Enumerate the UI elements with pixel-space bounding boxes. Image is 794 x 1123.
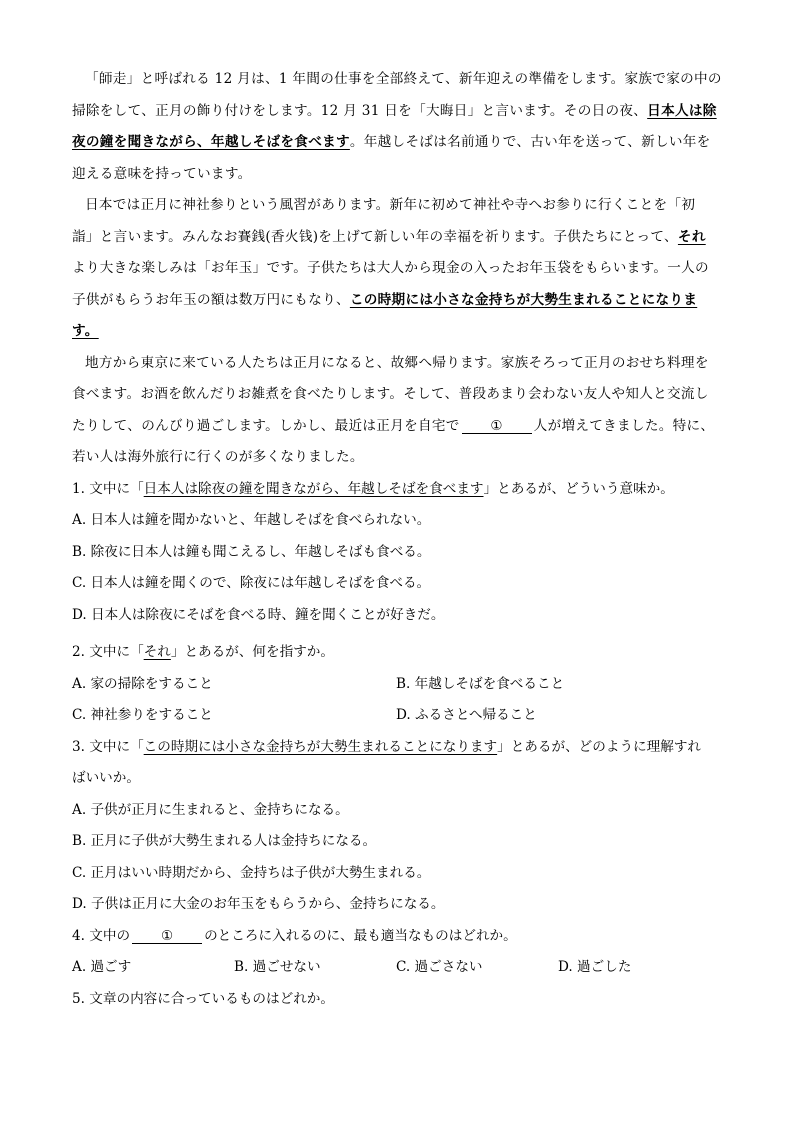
- option-a: A. 家の掃除をすること: [72, 675, 213, 692]
- passage-line: より大きな楽しみは「お年玉」です。子供たちは大人から現金の入ったお年玉袋をもらいます。一人の: [72, 260, 709, 276]
- option-b: B. 過ごせない: [234, 959, 321, 975]
- question-stem-continued: ばいいか。: [72, 770, 140, 786]
- question-stem: 3. 文中に「この時期には小さな金持ちが大勢生まれることになります」とあるが、どのように理解すれ: [72, 738, 702, 755]
- passage-line: 掃除をして、正月の飾り付けをします。12 月 31 日を「大晦日」と言います。その日の夜、日本人は除: [72, 102, 717, 119]
- document-page: [72, 64, 722, 1015]
- passage-paragraph-2: [72, 190, 722, 348]
- passage-line: [72, 316, 722, 348]
- option-d: D. 子供は正月に大金のお年玉をもらうから、金持ちになる。: [72, 896, 445, 912]
- option-d: D. ふるさとへ帰ること: [396, 707, 537, 723]
- question-stem: 4. 文中の ① のところに入れるのに、最も適当なものはどれか。: [72, 927, 517, 944]
- passage-line: 食べます。お酒を飲んだりお雑煮を食べたりします。そして、普段あまり会わない友人や知人と交流し: [72, 386, 709, 402]
- underlined-phrase: 日本人は除: [647, 102, 717, 119]
- passage-line: 迎える意味を持っています。: [72, 165, 252, 182]
- quoted-phrase: この時期には小さな金持ちが大勢生まれることになります: [143, 738, 498, 755]
- question-4: [72, 921, 722, 984]
- passage-line: 「師走」と呼ばれる 12 月は、1 年間の仕事を全部終えて、新年迎えの準備をします。家族で家の中の: [85, 71, 722, 87]
- question-stem: 2. 文中に「それ」とあるが、何を指すか。: [72, 644, 334, 660]
- question-2: [72, 637, 722, 732]
- options-row: [72, 952, 722, 984]
- blank-1: ①: [462, 419, 532, 434]
- question-5: [72, 984, 722, 1016]
- blank-1: ①: [132, 929, 202, 944]
- underlined-phrase: 夜の鐘を聞きながら、年越しそばを食べます: [72, 134, 350, 150]
- option-a: A. 日本人は鐘を聞かないと、年越しそばを食べられない。: [72, 512, 431, 528]
- passage-paragraph-1: [72, 64, 722, 190]
- passage-line: 詣」と言います。みんなお賽銭(香火钱)を上げて新しい年の幸福を祈ります。子供たちにとって、それ: [72, 228, 706, 245]
- options-row: [72, 700, 722, 732]
- passage-line: 子供がもらうお年玉の額は数万円にもなり、この時期には小さな金持ちが大勢生まれることになりま: [72, 291, 698, 308]
- underlined-phrase: この時期には小さな金持ちが大勢生まれることになりま: [349, 291, 698, 308]
- underlined-phrase: それ: [677, 228, 706, 245]
- option-a: A. 子供が正月に生まれると、金持ちになる。: [72, 801, 349, 818]
- passage-line: 若い人は海外旅行に行くのが多くなりました。: [72, 449, 364, 465]
- option-d: D. 過ごした: [558, 959, 632, 975]
- options-row: [72, 669, 722, 701]
- passage-line: 夜の鐘を聞きながら、年越しそばを食べます。年越しそばは名前通りで、古い年を送って、新しい年を: [72, 134, 711, 150]
- option-b: B. 除夜に日本人は鐘も聞こえるし、年越しそばも食べる。: [72, 543, 431, 560]
- passage-line: 日本では正月に神社参りという風習があります。新年に初めて神社や寺へお参りに行くことを「初: [85, 197, 696, 213]
- option-b: B. 年越しそばを食べること: [396, 675, 565, 692]
- passage-line: 地方から東京に来ている人たちは正月になると、故郷へ帰ります。家族そろって正月のおせち料理を: [85, 354, 709, 371]
- option-b: B. 正月に子供が大勢生まれる人は金持ちになる。: [72, 833, 377, 849]
- option-c: C. 日本人は鐘を聞くので、除夜には年越しそばを食べる。: [72, 575, 431, 591]
- option-c: C. 過ごさない: [396, 959, 483, 975]
- question-1: [72, 474, 722, 632]
- option-c: C. 神社参りをすること: [72, 707, 213, 723]
- quoted-phrase: 日本人は除夜の鐘を聞きながら、年越しそばを食べます: [143, 480, 484, 497]
- question-3: [72, 732, 722, 921]
- question-stem: 1. 文中に「日本人は除夜の鐘を聞きながら、年越しそばを食べます」とあるが、どういう意味か。: [72, 480, 674, 497]
- option-d: D. 日本人は除夜にそばを食べる時、鐘を聞くことが好きだ。: [72, 606, 445, 623]
- passage-paragraph-3: [72, 348, 722, 474]
- quoted-phrase: それ: [143, 644, 171, 660]
- passage-line: たりして、のんびり過ごします。しかし、最近は正月を自宅で ① 人が増えてきました。特に、: [72, 417, 715, 434]
- underlined-phrase: す。: [72, 323, 99, 339]
- option-a: A. 過ごす: [72, 959, 132, 975]
- option-c: C. 正月はいい時期だから、金持ちは子供が大勢生まれる。: [72, 864, 431, 881]
- question-stem: 5. 文章の内容に合っているものはどれか。: [72, 990, 334, 1007]
